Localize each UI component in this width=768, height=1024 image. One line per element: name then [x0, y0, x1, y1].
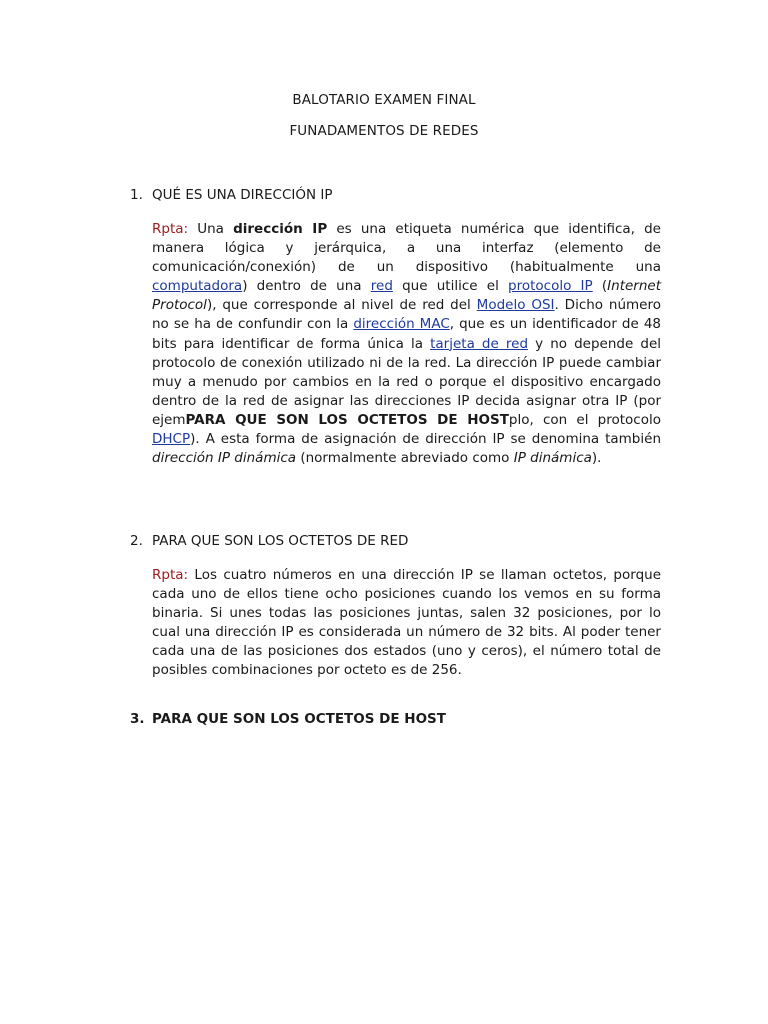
section-1-answer — [152, 220, 661, 468]
answer-text: ). — [591, 450, 602, 467]
link-red[interactable]: red — [370, 278, 393, 295]
answer-text: ). A esta forma de asignación de dirección IP se denomina también — [190, 431, 661, 448]
answer-text: . Dicho número no se ha de confundir con la — [152, 297, 661, 333]
answer-text: plo, con el protocolo — [508, 411, 661, 428]
section-1-heading — [130, 186, 332, 204]
section-number: 3. — [130, 711, 145, 727]
answer-label: Rpta: — [152, 567, 189, 583]
document-title: BALOTARIO EXAMEN FINAL — [292, 92, 476, 108]
answer-text: y no depende del protocolo de conexión utilizado ni de la red. La dirección IP puede cambiar muy a menudo por cambios en la red o porque el dispositivo encargado dentro de la red de asignar las direcciones IP decida asignar otra IP (por ejem — [152, 335, 661, 428]
section-3-heading — [130, 710, 446, 728]
link-tarjeta-de-red[interactable]: tarjeta de red — [430, 335, 529, 352]
answer-text: ) dentro de una — [242, 278, 371, 295]
section-number: 1. — [130, 187, 143, 203]
answer-bold-term: dirección IP — [233, 221, 328, 237]
answer-text: ), que corresponde al nivel de red del — [206, 297, 477, 314]
answer-italic: dirección IP dinámica — [152, 450, 297, 467]
answer-text: ( — [592, 278, 608, 295]
link-direccion-mac[interactable]: dirección MAC — [353, 316, 450, 333]
section-title: PARA QUE SON LOS OCTETOS DE RED — [152, 533, 409, 549]
answer-text: , que es un identificador de 48 bits para identificar de forma única la — [152, 316, 661, 352]
answer-bold-insert: PARA QUE SON LOS OCTETOS DE HOST — [185, 411, 509, 428]
answer-text: (normalmente abreviado como — [296, 450, 514, 467]
section-title: QUÉ ES UNA DIRECCIÓN IP — [152, 187, 333, 203]
link-modelo-osi[interactable]: Modelo OSI — [476, 297, 555, 314]
link-dhcp[interactable]: DHCP — [152, 431, 191, 448]
document-subtitle: FUNADAMENTOS DE REDES — [289, 123, 479, 139]
answer-italic: IP dinámica — [513, 450, 592, 467]
section-2-heading — [130, 532, 408, 550]
section-number: 2. — [130, 533, 143, 549]
answer-italic: Internet Protocol — [152, 278, 661, 314]
link-computadora[interactable]: computadora — [152, 278, 243, 295]
answer-text: que utilice el — [392, 278, 509, 295]
section-title: PARA QUE SON LOS OCTETOS DE HOST — [152, 711, 446, 727]
section-2-answer — [152, 566, 661, 681]
answer-text: Una — [188, 221, 234, 237]
answer-text: Los cuatro números en una dirección IP se llaman octetos, porque cada uno de ellos tiene ocho posiciones cuando los vemos en su forma binaria. Si unes todas las posiciones juntas, salen 32 posiciones, por lo cual una dirección IP es considerada un número de 32 bits. Al poder tener cada una de las posiciones dos estados (uno y ceros), el número total de posibles combinaciones por octeto es de 256. — [152, 567, 661, 679]
answer-text: es una etiqueta numérica que identifica, de manera lógica y jerárquica, a una interfaz (elemento de comunicación/conexión) de un dispositivo (habitualmente una — [152, 221, 661, 276]
answer-label: Rpta: — [152, 221, 189, 237]
link-protocolo-ip[interactable]: protocolo IP — [508, 278, 593, 295]
